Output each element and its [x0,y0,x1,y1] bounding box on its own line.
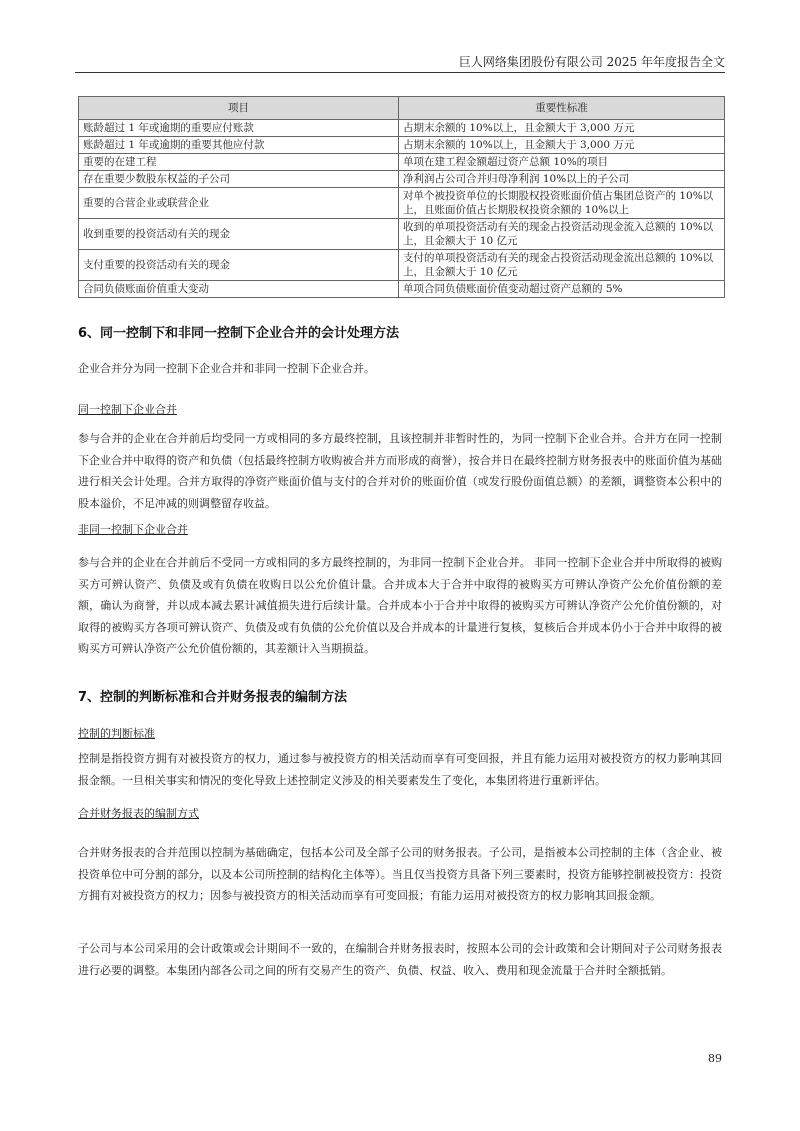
table-row [79,120,725,137]
table-cell: 净利润占公司合并归母净利润 10%以上的子公司 [399,171,725,188]
subheading-non-common-control: 非同一控制下企业合并 [78,523,188,536]
table-cell: 支付重要的投资活动有关的现金 [79,250,399,281]
section-6-intro: 企业合并分为同一控制下企业合并和非同一控制下企业合并。 [78,362,375,375]
table-cell: 重要的在建工程 [79,154,399,171]
table-cell: 账龄超过 1 年或逾期的重要其他应付款 [79,137,399,154]
table-cell: 占期末余额的 10%以上，且金额大于 3,000 万元 [399,137,725,154]
table-cell: 单项合同负债账面价值变动超过资产总额的 5% [399,281,725,298]
table-cell: 占期末余额的 10%以上，且金额大于 3,000 万元 [399,120,725,137]
materiality-standards-table [78,96,725,298]
table-header-row [79,97,725,120]
section-6-heading: 6、同一控制下和非同一控制下企业合并的会计处理方法 [78,326,400,341]
subheading-common-control: 同一控制下企业合并 [78,403,177,416]
column-header-standard: 重要性标准 [399,97,725,120]
paragraph-consolidation-scope: 合并财务报表的合并范围以控制为基础确定，包括本公司及全部子公司的财务报表。子公司，是指被本公司控制的主体（含企业、被投资单位中可分割的部分，以及本公司所控制的结构化主体等）。当且仅当投资方具备下列三要素时，投资方能够控制被投资方：投资方拥有对被投资方的权力；因参与被投资方的相关活动而享有可变回报；有能力运用对被投资方的权力影响其回报金额。 [78,846,722,902]
table-row [79,137,725,154]
table-row [79,171,725,188]
table-row [79,219,725,250]
paragraph-consolidation-adjustments: 子公司与本公司采用的会计政策或会计期间不一致的，在编制合并财务报表时，按照本公司的会计政策和会计期间对子公司财务报表进行必要的调整。本集团内部各公司之间的所有交易产生的资产、负债、权益、收入、费用和现金流量于合并时全额抵销。 [78,942,722,977]
table-row [79,281,725,298]
table-row [79,188,725,219]
table-cell: 单项在建工程金额超过资产总额 10%的项目 [399,154,725,171]
page-header [75,52,725,73]
table-cell: 收到重要的投资活动有关的现金 [79,219,399,250]
table-cell: 存在重要少数股东权益的子公司 [79,171,399,188]
table-row [79,250,725,281]
column-header-item: 项目 [79,97,399,120]
table-cell: 支付的单项投资活动有关的现金占投资活动现金流出总额的 10%以上，且金额大于 10 亿元 [399,250,725,281]
table-cell: 重要的合营企业或联营企业 [79,188,399,219]
paragraph-common-control: 参与合并的企业在合并前后均受同一方或相同的多方最终控制，且该控制并非暂时性的，为同一控制下企业合并。合并方在同一控制下企业合并中取得的资产和负债（包括最终控制方收购被合并方而形成的商誉），按合并日在最终控制方财务报表中的账面价值为基础进行相关会计处理。合并方取得的净资产账面价值与支付的合并对价的账面价值（或发行股份面值总额）的差额，调整资本公积中的股本溢价，不足冲减的则调整留存收益。 [78,432,722,510]
paragraph-control-criteria: 控制是指投资方拥有对被投资方的权力，通过参与被投资方的相关活动而享有可变回报，并且有能力运用对被投资方的权力影响其回报金额。一旦相关事实和情况的变化导致上述控制定义涉及的相关要素发生了变化，本集团将进行重新评估。 [78,752,722,787]
section-7-heading: 7、控制的判断标准和合并财务报表的编制方法 [78,690,348,705]
subheading-consolidation-method: 合并财务报表的编制方式 [78,807,199,820]
report-title: 巨人网络集团股份有限公司 2025 年年度报告全文 [458,55,725,69]
paragraph-non-common-control: 参与合并的企业在合并前后不受同一方或相同的多方最终控制的，为非同一控制下企业合并。 非同一控制下企业合并中所取得的被购买方可辨认资产、负债及或有负债在收购日以公允价值计量。合并成本大于合并中取得的被购买方可辨认净资产公允价值份额的差额，确认为商誉，并以成本减去累计减值损失进行后续计量。合并成本小于合并中取得的被购买方可辨认净资产公允价值份额的，对取得的被购买方各项可辨认资产、负债及或有负债的公允价值以及合并成本的计量进行复核，复核后合并成本仍小于合并中取得的被购买方可辨认净资产公允价值份额的，其差额计入当期损益。 [78,556,722,655]
table-cell: 收到的单项投资活动有关的现金占投资活动现金流入总额的 10%以上，且金额大于 10 亿元 [399,219,725,250]
subheading-control-criteria: 控制的判断标准 [78,727,155,740]
table-cell: 对单个被投资单位的长期股权投资账面价值占集团总资产的 10%以上，且账面价值占长期股权投资余额的 10%以上 [399,188,725,219]
table-cell: 合同负债账面价值重大变动 [79,281,399,298]
table-cell: 账龄超过 1 年或逾期的重要应付账款 [79,120,399,137]
page-number: 89 [708,1052,722,1065]
table-row [79,154,725,171]
